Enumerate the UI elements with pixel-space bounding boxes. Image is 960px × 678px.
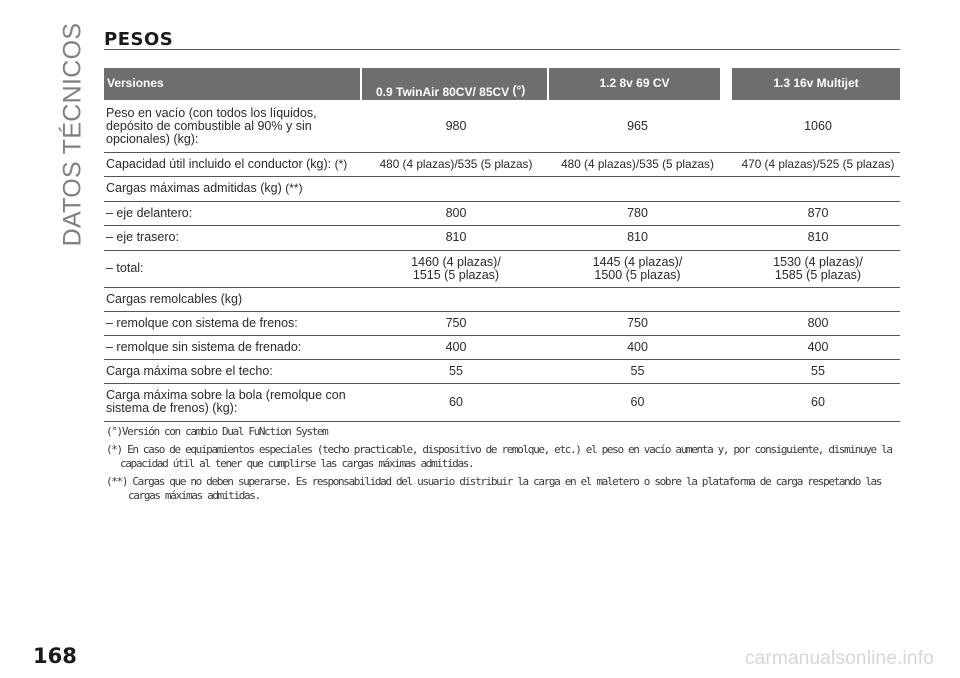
row-label: Carga máxima sobre la bola (remolque con sistema de frenos) (kg):: [106, 388, 346, 415]
table-row-total: [104, 250, 900, 288]
cell-twinair: 800: [445, 205, 467, 220]
cell-13-multijet: 55: [811, 363, 825, 378]
cell-13-multijet: 870: [807, 205, 829, 220]
side-section-title-text: DATOS TÉCNICOS: [58, 22, 87, 246]
cell-line: 1460 (4 plazas)/: [411, 254, 501, 269]
cell-line: 1530 (4 plazas)/: [773, 254, 863, 269]
row-label: [106, 152, 366, 176]
cell-12-8v: 60: [630, 394, 645, 409]
footnote-single-asterisk: (*) En caso de equipamientos especiales (techo practicable, dispositivo de remolque, etc.) el peso en vacío aumenta y, por consiguiente, disminuye la capacidad útil al tener que cumplirse las cargas máximas admitidas.: [106, 443, 892, 470]
cell-12-8v: 55: [630, 363, 645, 378]
cell-line: 1500 (5 plazas): [594, 267, 681, 282]
row-label: – eje trasero:: [106, 230, 179, 244]
footnotes: [106, 425, 906, 507]
table-row-towable-loads: [104, 287, 900, 312]
cell-twinair: 750: [445, 315, 467, 330]
table-row-trailer-unbraked: [104, 335, 900, 360]
table-row-empty-weight: [104, 100, 900, 153]
row-label-text: Capacidad útil incluido el conductor (kg):: [106, 156, 332, 171]
cell-12-8v: 480 (4 plazas)/535 (5 plazas): [561, 156, 714, 171]
cell-12-8v: 810: [627, 230, 648, 244]
cell-twinair: 480 (4 plazas)/535 (5 plazas): [379, 156, 533, 171]
row-label: – eje delantero:: [106, 205, 193, 220]
footnote-double-asterisk: (**) Cargas que no deben superarse. Es responsabilidad del usuario distribuir la carga en el maletero o sobre la plataforma de carga respetando las cargas máximas admitidas.: [106, 475, 882, 502]
cell-12-8v: 400: [627, 339, 648, 354]
cell-12-8v: [546, 287, 729, 311]
table-row-payload: [104, 152, 900, 177]
cell-13-multijet: 800: [807, 315, 829, 330]
watermark: carmanualsonline.info: [744, 648, 934, 669]
cell-twinair: 810: [445, 230, 467, 244]
cell-twinair: 60: [449, 394, 463, 409]
row-label: – remolque con sistema de frenos:: [106, 315, 298, 330]
cell-12-8v: 965: [627, 118, 648, 133]
table-row-rear-axle: [104, 225, 900, 251]
row-label: – remolque sin sistema de frenado:: [106, 339, 302, 354]
cell-line: 1515 (5 plazas): [412, 267, 500, 282]
header-12-8v: 1.2 8v 69 CV: [549, 68, 720, 100]
cell-twinair: [362, 287, 550, 311]
cell-12-8v: 780: [627, 205, 648, 220]
cell-twinair: [362, 176, 550, 201]
cell-line: 1445 (4 plazas)/: [592, 254, 683, 269]
table-row-roof-load: [104, 359, 900, 384]
cell-twinair: [362, 250, 550, 287]
row-label-mark: (**): [285, 181, 303, 195]
footnote-degree: (°)Versión con cambio Dual FuNction System: [106, 425, 328, 438]
row-label-text: Cargas máximas admitidas (kg): [106, 181, 282, 195]
cell-12-8v: [546, 176, 729, 201]
row-label-mark: (*): [334, 156, 348, 171]
header-versions-label: Versiones: [107, 76, 164, 90]
header-twinair-text: 0.9 TwinAir 80CV/ 85CV: [376, 85, 510, 99]
cell-12-8v: 750: [627, 315, 648, 330]
header-twinair-mark: (°): [512, 83, 526, 97]
header-versions: [104, 68, 360, 100]
cell-13-multijet: [731, 250, 905, 287]
title-divider: [104, 49, 900, 50]
cell-13-multijet: 810: [807, 230, 829, 244]
row-label: [106, 176, 366, 201]
table-row-front-axle: [104, 201, 900, 226]
row-label: Peso en vacío (con todos los líquidos, depósito de combustible al 90% y sin opcionales) (kg):: [106, 105, 317, 146]
cell-13-multijet: 1060: [804, 118, 832, 133]
cell-13-multijet: 400: [807, 339, 829, 354]
table-row-max-loads: [104, 176, 900, 202]
cell-13-multijet: [731, 287, 905, 311]
cell-13-multijet: 60: [811, 394, 825, 409]
cell-13-multijet: [731, 176, 905, 201]
cell-twinair: 980: [445, 118, 467, 133]
header-twinair-label: [376, 83, 525, 99]
side-section-title: [52, 22, 94, 246]
row-label: Cargas remolcables (kg): [106, 291, 243, 306]
cell-12-8v: [546, 250, 729, 287]
table-row-trailer-braked: [104, 311, 900, 336]
cell-twinair: 400: [445, 339, 467, 354]
header-13-multijet: 1.3 16v Multijet: [732, 68, 900, 100]
cell-twinair: 55: [449, 363, 463, 378]
table-row-towball-load: [104, 383, 900, 422]
page-number: 168: [33, 644, 77, 668]
cell-13-multijet: 470 (4 plazas)/525 (5 plazas): [741, 156, 895, 171]
page-title: PESOS: [104, 29, 174, 50]
header-twinair: [362, 68, 547, 100]
row-label: Carga máxima sobre el techo:: [106, 363, 273, 378]
cell-line: 1585 (5 plazas): [774, 267, 862, 282]
row-label: – total:: [106, 261, 144, 275]
